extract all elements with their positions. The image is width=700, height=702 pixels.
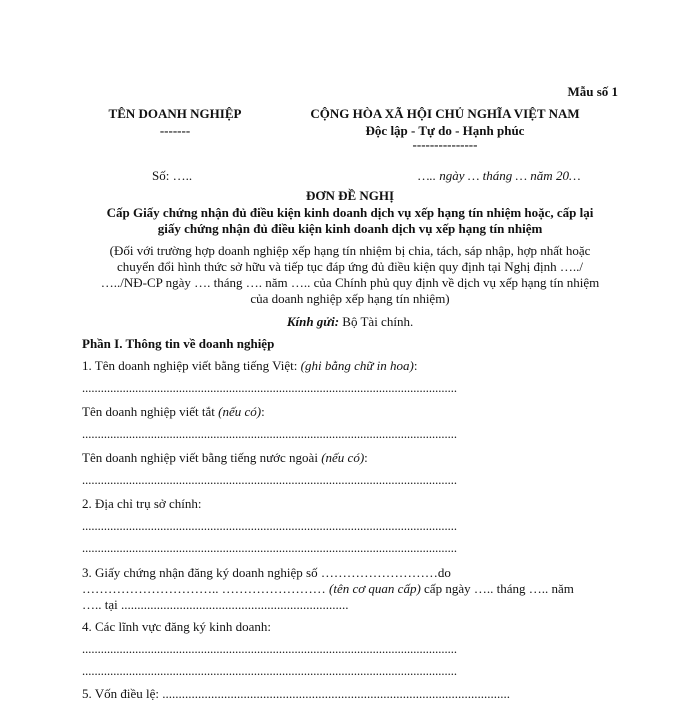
recipient-line [0,314,700,330]
foreign-name-line [82,450,368,466]
company-separator: ------- [159,123,191,138]
foreign-colon: : [364,450,368,465]
item3-dots: ………………………….. …………………… [82,581,329,596]
document-subtitle-line1: Cấp Giấy chứng nhận đủ điều kiện kinh doanh dịch vụ xếp hạng tín nhiệm hoặc, cấp lại [106,205,594,220]
recipient-label: Kính gửi: [286,314,340,329]
fill-line[interactable]: ........................................................................................................................ [82,664,457,678]
fill-line[interactable]: ........................................................................................................................ [82,427,457,441]
fill-line[interactable]: ........................................................................................................................ [82,381,457,395]
document-number: Số: ….. [152,168,193,183]
foreign-label: Tên doanh nghiệp viết bằng tiếng nước ngoài [82,450,322,465]
abbr-colon: : [261,404,265,419]
abbr-line [82,404,265,420]
item1-label: 1. Tên doanh nghiệp viết bằng tiếng Việt: [82,358,301,373]
document-subtitle-line2: giấy chứng nhận đủ điều kiện kinh doanh dịch vụ xếp hạng tín nhiệm [157,221,543,236]
item3-line3: ….. tại ...................................................................... [82,597,349,612]
item3-line2 [82,581,574,597]
fill-line[interactable]: ........................................................................................................................ [82,519,457,533]
item5-label: 5. Vốn điều lệ: ........................................................................................................... [82,686,511,701]
form-number: Mẫu số 1 [567,84,618,99]
item3-issuer-note: (tên cơ quan cấp) [329,581,421,596]
item2-label: 2. Địa chỉ trụ sở chính: [82,496,202,511]
national-motto: Độc lập - Tự do - Hạnh phúc [365,123,525,138]
recipient-value: Bộ Tài chính. [339,314,414,329]
item1-note: (ghi bằng chữ in hoa) [300,358,414,373]
note-line1: (Đối với trường hợp doanh nghiệp xếp hạng tín nhiệm bị chia, tách, sáp nhập, hợp nhất hoặc [109,243,591,258]
foreign-note: (nếu có) [321,450,365,465]
motto-separator: --------------- [412,137,478,152]
item3-date: cấp ngày ….. tháng ….. năm [420,581,574,596]
note-line2: chuyển đổi hình thức sở hữu và tiếp tục đáp ứng đủ điều kiện quy định tại Nghị định …../ [117,259,583,274]
section-title: Phần I. Thông tin về doanh nghiệp [82,336,275,351]
abbr-label: Tên doanh nghiệp viết tắt [82,404,219,419]
note-line3: …../NĐ-CP ngày …. tháng …. năm ….. của Chính phủ quy định về dịch vụ xếp hạng tín nhiệm [100,275,600,290]
abbr-note: (nếu có) [218,404,262,419]
document-date: ….. ngày … tháng … năm 20… [418,168,581,183]
document-title: ĐƠN ĐỀ NGHỊ [305,188,395,203]
fill-line[interactable]: ........................................................................................................................ [82,541,457,555]
fill-line[interactable]: ........................................................................................................................ [82,642,457,656]
note-line4: của doanh nghiệp xếp hạng tín nhiệm) [250,291,450,306]
fill-line[interactable]: ........................................................................................................................ [82,473,457,487]
item4-label: 4. Các lĩnh vực đăng ký kinh doanh: [82,619,272,634]
item3-line1: 3. Giấy chứng nhận đăng ký doanh nghiệp số ………………………do [82,565,451,580]
item1-colon: : [413,358,418,373]
item1-line [82,358,418,374]
company-name-header: TÊN DOANH NGHIỆP [108,106,242,121]
national-title: CỘNG HÒA XÃ HỘI CHỦ NGHĨA VIỆT NAM [310,106,580,121]
